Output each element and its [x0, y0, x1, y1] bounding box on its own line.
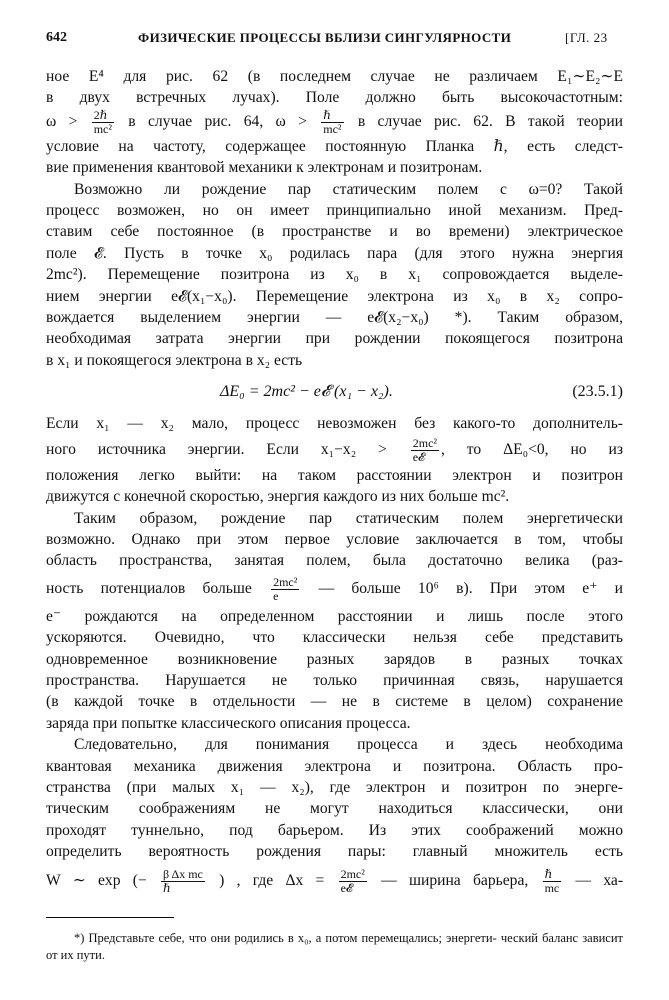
text-line: ускоряются. Очевидно, что классически нельзя себе представить [46, 629, 623, 647]
text-line: область пространства, занятая полем, была достаточно велика (раз- [46, 552, 623, 570]
text-line [46, 109, 623, 136]
text-line: одновременное возникновение разных зарядов в разных точках [46, 650, 623, 668]
text-line: условие на частоту, содержащее постоянную Планка ℏ, есть следст- [46, 137, 623, 155]
text-span: ω > [46, 112, 78, 130]
fraction-denominator: mc [544, 880, 560, 895]
text-line: движутся с конечной скоростью, энергия каждого из них больше mc². [46, 488, 510, 506]
text-span: — ха- [575, 871, 624, 889]
text-span: ного источника энергии. Если x₁−x₂ > [46, 440, 387, 458]
text-line: проходят туннельно, под барьером. Из этих соображений можно [46, 821, 623, 839]
footnote-line: ческий баланс зависит от их пути. [46, 931, 623, 962]
text-line: квантовая механика движения электрона и позитрона. Область про- [46, 757, 623, 775]
equation-23-5-1 [46, 377, 623, 407]
text-span: в случае рис. 62. В такой теории [357, 112, 624, 130]
text-line: положения легко выйти: на таком расстоянии электрон и позитрон [46, 466, 623, 484]
page-number: 642 [46, 30, 67, 45]
text-line: (в каждой точке в отдельности — не в системе в целом) сохранение [46, 693, 623, 711]
running-title: ФИЗИЧЕСКИЕ ПРОЦЕССЫ ВБЛИЗИ СИНГУЛЯРНОСТИ [138, 30, 512, 45]
fraction-numerator: 2mc² [412, 435, 437, 450]
text-line [46, 572, 623, 606]
text-span: в случае рис. 64, ω > [128, 112, 307, 130]
text-line: процесс возможен, но он имеет принципиально иной механизм. Пред- [46, 202, 623, 220]
footnote-line: *) Представьте себе, что они родились в x₀, а потом перемещались; энергети- [74, 931, 497, 945]
text-line: определить вероятность рождения пары: главный множитель есть [46, 843, 623, 861]
paragraph-2 [46, 179, 623, 372]
paragraph-1 [46, 66, 623, 179]
text-line: вождается выделением энергии — e𝓔(x₂−x₀) *). Таким образом, [46, 309, 623, 327]
text-line: Таким образом, рождение пар статическим полем энергетически [74, 509, 623, 527]
fraction-h-over-mc2 [321, 109, 343, 136]
fraction-2mc2-over-e [271, 576, 299, 603]
text-line: тическим соображениям не могут находиться классически, они [46, 800, 623, 818]
text-span: W ∼ exp (− [46, 871, 147, 889]
text-line: поле 𝓔. Пусть в точке x₀ родилась пара (для этого нужна энергия [46, 244, 623, 262]
fraction-numerator: 2mc² [340, 866, 365, 881]
fraction-numerator: β Δx mc [163, 866, 203, 881]
text-line: необходимая затрата энергии при рождении покоящегося позитрона [46, 330, 623, 348]
text-line: ставим себе постоянное (в пространстве и во времени) электрическое [46, 223, 623, 241]
paragraph-3 [46, 413, 623, 507]
fraction-2mc2-over-eE [339, 868, 367, 895]
chapter-label: [ГЛ. 23 [565, 30, 608, 45]
fraction-numerator: ℏ [543, 868, 562, 882]
text-span: — ширина барьера, [381, 871, 529, 889]
fraction-denominator: mc² [323, 121, 342, 136]
fraction-denominator: mc² [93, 121, 112, 136]
text-line: Если x₁ — x₂ мало, процесс невозможен без какого-то дополнитель- [46, 415, 623, 433]
paragraph-5 [46, 734, 623, 898]
text-line: возможно. Однако при этом первое условие заключается в том, чтобы [46, 530, 623, 548]
text-span: ) , где Δx = [219, 871, 325, 889]
fraction-numerator: 2mc² [273, 574, 298, 589]
footnote [46, 930, 623, 964]
equation-expression: ΔE₀ = 2mc² − e𝓔 (x₁ − x₂). [220, 383, 393, 401]
fraction-denominator: e [273, 588, 279, 603]
fraction-2h-over-mc2 [92, 109, 114, 136]
fraction-h-over-mc [543, 868, 562, 895]
footnote-divider [46, 917, 174, 918]
fraction-beta-dx-mc-over-h [161, 868, 205, 895]
text-span: , то ΔE₀<0, но из [441, 440, 623, 458]
text-line: в x₁ и покоящегося электрона в x₂ есть [46, 351, 303, 369]
fraction-2mc2-over-eE [411, 437, 439, 464]
equation-number: (23.5.1) [572, 383, 623, 401]
fraction-denominator: e𝓔 [412, 449, 425, 464]
text-line: нием энергии e𝓔(x₁−x₀). Перемещение электрона из x₀ в x₂ сопро- [46, 287, 623, 305]
page-body [46, 66, 623, 899]
text-line: 2mc²). Перемещение позитрона из x₀ в x₁ сопровождается выделе- [46, 266, 623, 284]
fraction-numerator: ℏ [321, 109, 343, 123]
fraction-denominator: e𝓔 [340, 880, 353, 895]
text-line: Возможно ли рождение пар статическим полем с ω=0? Такой [74, 180, 623, 198]
fraction-denominator: ℏ [163, 880, 171, 895]
paragraph-4 [46, 508, 623, 735]
fraction-numerator: 2ℏ [92, 109, 114, 123]
text-line: ное E⁴ для рис. 62 (в последнем случае не различаем E₁∼E₂∼E [46, 68, 623, 85]
footnote-text [46, 930, 623, 964]
text-span: ность потенциалов больше [46, 579, 252, 597]
text-line: в двух встречных лучах). Поле должно быть высокочастотным: [46, 89, 623, 107]
text-line: заряда при попытке классического описания процесса. [46, 714, 411, 732]
text-line: пространства. Нарушается не только причинная связь, нарушается [46, 671, 623, 689]
text-line: странства (при малых x₁ — x₂), где электрон и позитрон по энерге- [46, 778, 623, 796]
text-line [46, 435, 623, 465]
text-line: вие применения квантовой механики к электронам и позитронам. [46, 159, 483, 177]
text-line [46, 863, 623, 899]
page-header [0, 30, 669, 50]
text-span: — больше 10⁶ в). При этом e⁺ и [318, 579, 624, 597]
text-line: Следовательно, для понимания процесса и здесь необходима [74, 736, 623, 754]
text-line: e⁻ рождаются на определенном расстоянии и лишь после этого [46, 607, 623, 625]
